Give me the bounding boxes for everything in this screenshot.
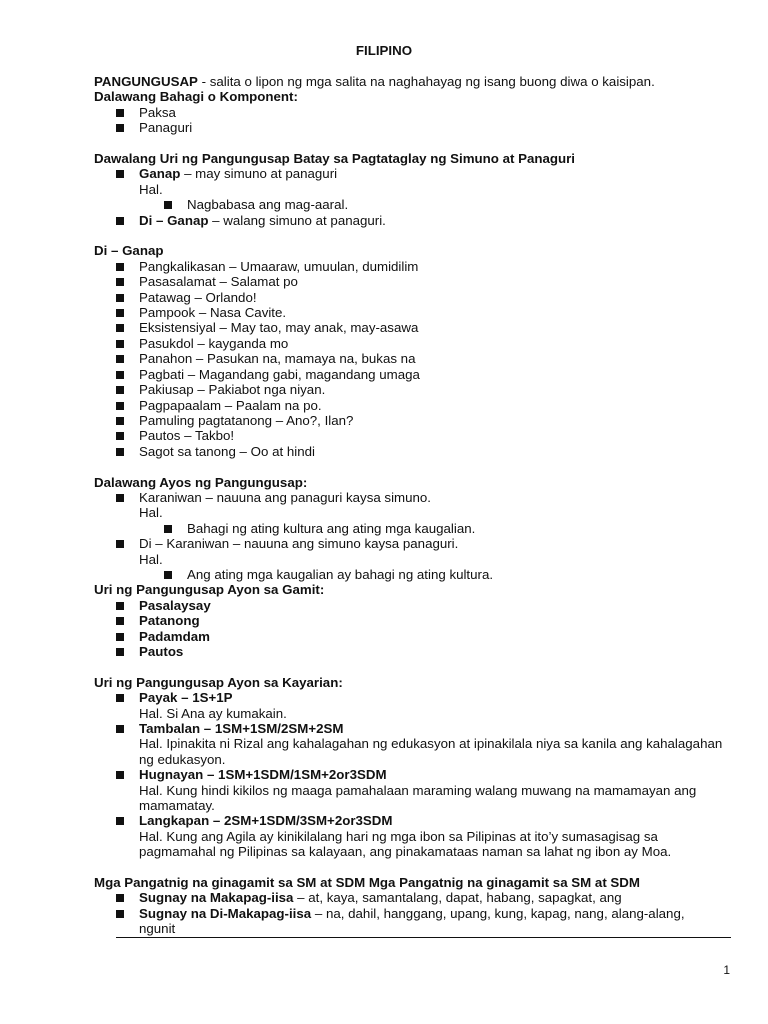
list-item: Pamuling pagtatanong – Ano?, Ilan? bbox=[94, 413, 734, 428]
section-heading-batay: Dawalang Uri ng Pangungusap Batay sa Pagtataglay ng Simuno at Panaguri bbox=[94, 151, 575, 167]
example-label: Hal. bbox=[139, 505, 163, 521]
bullet-square-icon bbox=[116, 109, 124, 117]
intro-definition bbox=[94, 74, 734, 89]
list-item: Pakiusap – Pakiabot nga niyan. bbox=[94, 382, 734, 397]
bullet-square-icon bbox=[116, 217, 124, 225]
section-heading-ayos: Dalawang Ayos ng Pangungusap: bbox=[94, 474, 308, 490]
bullet-square-icon bbox=[116, 124, 124, 132]
example-text: Hal. Si Ana ay kumakain. bbox=[139, 705, 287, 721]
example-text: Hal. Ipinakita ni Rizal ang kahalagahan ng edukasyon at ipinakilala niya sa kanila ang kahalagahan ng edukasyon. bbox=[139, 736, 723, 767]
bullet-square-icon bbox=[116, 402, 124, 410]
bullet-square-icon bbox=[116, 448, 124, 456]
bullet-square-icon bbox=[164, 201, 172, 209]
bullet-square-icon bbox=[116, 602, 124, 610]
bullet-square-icon bbox=[116, 309, 124, 317]
bullet-square-icon bbox=[116, 432, 124, 440]
list-item: Pangkalikasan – Umaaraw, umuulan, dumidilim bbox=[94, 259, 734, 274]
bullet-square-icon bbox=[116, 633, 124, 641]
section-heading-gamit: Uri ng Pangungusap Ayon sa Gamit: bbox=[94, 582, 325, 598]
bullet-square-icon bbox=[116, 417, 124, 425]
list-item-karaniwan: Karaniwan – nauuna ang panaguri kaysa simuno. bbox=[94, 490, 734, 505]
bullet-square-icon bbox=[164, 525, 172, 533]
definition-text: - salita o lipon ng mga salita na naghahayag ng isang buong diwa o kaisipan. bbox=[197, 74, 655, 89]
bullet-square-icon bbox=[116, 263, 124, 271]
bullet-square-icon bbox=[116, 617, 124, 625]
footer-rule bbox=[116, 937, 731, 938]
list-item: Patanong bbox=[94, 613, 734, 628]
example-text: Hal. Kung ang Agila ay kinikilalang hari ng mga ibon sa Pilipinas at ito’y sumasagisag sa pagmamahal ng Pilipinas sa kalayaan, ang pinakamataas naman sa lahat ng ibon ay Moa. bbox=[139, 828, 672, 860]
bullet-square-icon bbox=[116, 170, 124, 178]
section-heading-di-ganap: Di – Ganap bbox=[94, 243, 164, 259]
bullet-square-icon bbox=[116, 771, 124, 779]
bullet-square-icon bbox=[116, 294, 124, 302]
list-item: Pasukdol – kayganda mo bbox=[94, 336, 734, 351]
bullet-square-icon bbox=[116, 278, 124, 286]
bullet-square-icon bbox=[116, 494, 124, 502]
example-label: Hal. bbox=[139, 181, 163, 197]
list-item: Padamdam bbox=[94, 629, 734, 644]
example-item: Ang ating mga kaugalian ay bahagi ng ating kultura. bbox=[94, 567, 734, 582]
list-item: Sagot sa tanong – Oo at hindi bbox=[94, 444, 734, 459]
example-text: Hal. Kung hindi kikilos ng maaga pamahalaan maraming walang muwang na mamamayan ang mamamatay. bbox=[139, 782, 697, 814]
list-item: Pagpapaalam – Paalam na po. bbox=[94, 398, 734, 413]
list-item-continuation: ngunit bbox=[139, 921, 176, 937]
document-body bbox=[94, 74, 734, 937]
list-item: Pautos – Takbo! bbox=[94, 428, 734, 443]
page-title: FILIPINO bbox=[355, 43, 413, 58]
example-item: Bahagi ng ating kultura ang ating mga kaugalian. bbox=[94, 521, 734, 536]
list-item-makapag-iisa: Sugnay na Makapag-iisa – at, kaya, samantalang, dapat, habang, sapagkat, ang bbox=[94, 890, 734, 905]
bullet-square-icon bbox=[116, 894, 124, 902]
bullet-square-icon bbox=[116, 817, 124, 825]
list-item: Pautos bbox=[94, 644, 734, 659]
bullet-square-icon bbox=[116, 648, 124, 656]
bullet-square-icon bbox=[116, 355, 124, 363]
list-item: Paksa bbox=[94, 105, 734, 120]
list-item-payak: Payak – 1S+1P bbox=[94, 690, 734, 705]
list-item-ganap: Ganap – may simuno at panaguri bbox=[94, 166, 734, 181]
list-item: Panahon – Pasukan na, mamaya na, bukas na bbox=[94, 351, 734, 366]
bullet-square-icon bbox=[164, 571, 172, 579]
section-heading-kayarian: Uri ng Pangungusap Ayon sa Kayarian: bbox=[94, 674, 343, 690]
list-item: Panaguri bbox=[94, 120, 734, 135]
list-item: Patawag – Orlando! bbox=[94, 290, 734, 305]
bullet-square-icon bbox=[116, 910, 124, 918]
bullet-square-icon bbox=[116, 694, 124, 702]
list-item-langkapan: Langkapan – 2SM+1SDM/3SM+2or3SDM bbox=[94, 813, 734, 828]
bullet-square-icon bbox=[116, 371, 124, 379]
bullet-square-icon bbox=[116, 386, 124, 394]
section-heading-pangatnig: Mga Pangatnig na ginagamit sa SM at SDM Mga Pangatnig na ginagamit sa SM at SDM bbox=[94, 875, 640, 891]
list-item: Pasalaysay bbox=[94, 598, 734, 613]
bullet-square-icon bbox=[116, 324, 124, 332]
example-label: Hal. bbox=[139, 551, 163, 567]
list-item: Pasasalamat – Salamat po bbox=[94, 274, 734, 289]
bullet-square-icon bbox=[116, 725, 124, 733]
bullet-square-icon bbox=[116, 340, 124, 348]
list-item-di-ganap: Di – Ganap – walang simuno at panaguri. bbox=[94, 213, 734, 228]
section-heading-bahagi: Dalawang Bahagi o Komponent: bbox=[94, 89, 298, 105]
list-item: Pagbati – Magandang gabi, magandang umaga bbox=[94, 367, 734, 382]
example-item: Nagbabasa ang mag-aaral. bbox=[94, 197, 734, 212]
term-pangungusap: PANGUNGUSAP bbox=[94, 74, 198, 89]
bullet-square-icon bbox=[116, 540, 124, 548]
list-item: Pampook – Nasa Cavite. bbox=[94, 305, 734, 320]
list-item-hugnayan: Hugnayan – 1SM+1SDM/1SM+2or3SDM bbox=[94, 767, 734, 782]
list-item-tambalan: Tambalan – 1SM+1SM/2SM+2SM bbox=[94, 721, 734, 736]
page-number: 1 bbox=[723, 963, 730, 977]
list-item-di-karaniwan: Di – Karaniwan – nauuna ang simuno kaysa panaguri. bbox=[94, 536, 734, 551]
list-item: Eksistensiyal – May tao, may anak, may-asawa bbox=[94, 320, 734, 335]
list-item-di-makapag-iisa: Sugnay na Di-Makapag-iisa – na, dahil, hanggang, upang, kung, kapag, nang, alang-alang, bbox=[94, 906, 734, 921]
